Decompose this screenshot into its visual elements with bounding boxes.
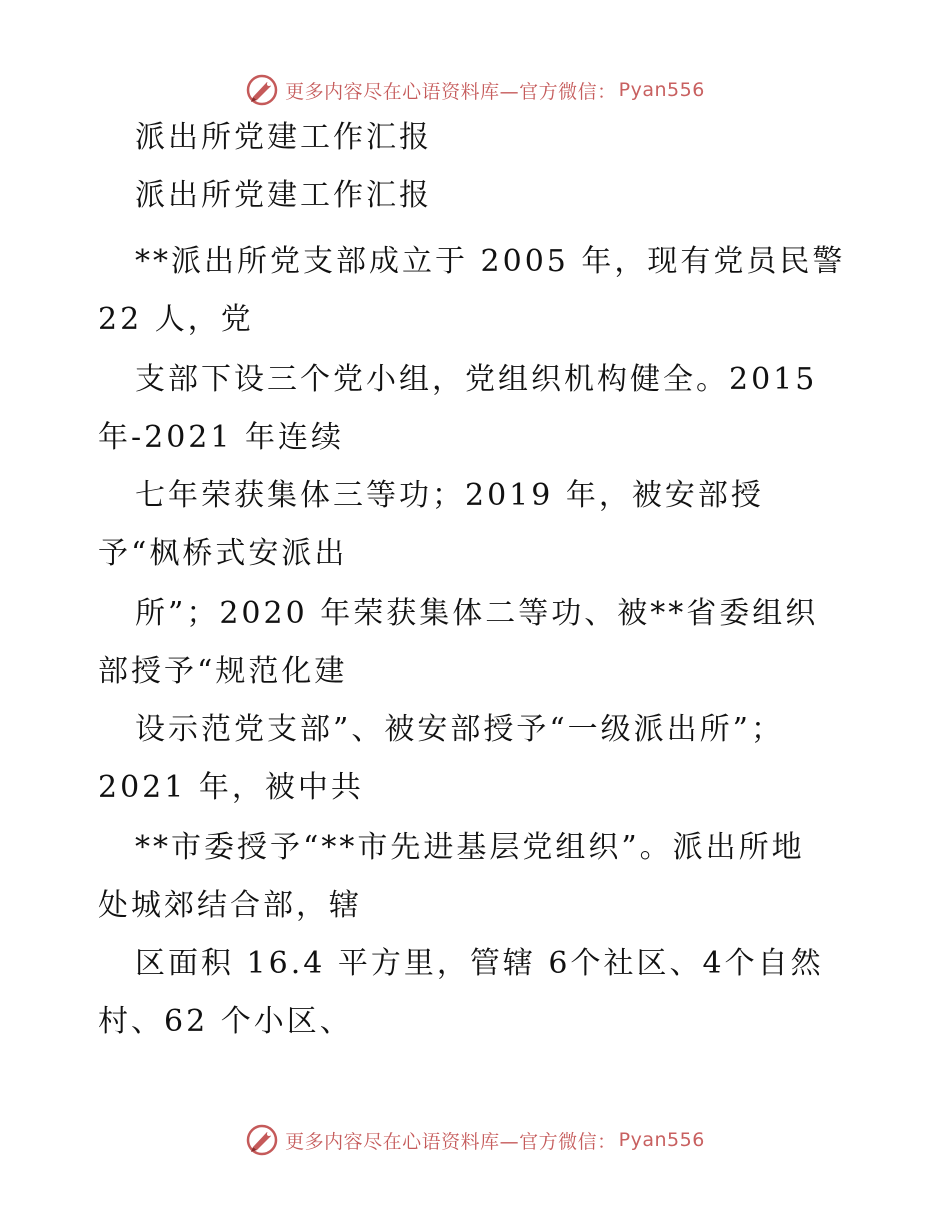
paragraph-line: 2021 年，被中共: [98, 770, 364, 805]
paragraph-line: **市委授予“**市先进基层党组织”。派出所地: [135, 830, 805, 865]
pen-logo-icon: [245, 73, 279, 107]
paragraph-line: 七年荣获集体三等功；2019 年，被安部授: [135, 478, 764, 513]
document-title: 派出所党建工作汇报: [135, 120, 432, 155]
paragraph-line: 处城郊结合部，辖: [98, 888, 362, 923]
watermark-wechat-id: Pyan556: [618, 79, 705, 101]
paragraph-line: 年-2021 年连续: [98, 420, 345, 455]
paragraph-line: **派出所党支部成立于 2005 年，现有党员民警: [135, 244, 846, 279]
paragraph-line: 区面积 16.4 平方里，管辖 6个社区、4个自然: [135, 946, 824, 981]
paragraph-line: 村、62 个小区、: [98, 1004, 353, 1039]
header-watermark: [0, 70, 950, 110]
paragraph-line: 22 人，党: [98, 302, 254, 337]
watermark-text: 更多内容尽在心语资料库—官方微信：: [285, 1130, 617, 1153]
paragraph-line: 支部下设三个党小组，党组织机构健全。2015: [135, 362, 818, 397]
paragraph-line: 设示范党支部”、被安部授予“一级派出所”；: [135, 712, 785, 747]
paragraph-line: 部授予“规范化建: [98, 654, 348, 689]
document-subtitle: 派出所党建工作汇报: [135, 178, 432, 213]
paragraph-line: 予“枫桥式安派出: [98, 536, 348, 571]
footer-watermark: [0, 1120, 950, 1160]
watermark-wechat-id: Pyan556: [618, 1129, 705, 1151]
watermark-text: 更多内容尽在心语资料库—官方微信：: [285, 80, 617, 103]
paragraph-line: 所”；2020 年荣获集体二等功、被**省委组织: [135, 596, 819, 631]
pen-logo-icon: [245, 1123, 279, 1157]
